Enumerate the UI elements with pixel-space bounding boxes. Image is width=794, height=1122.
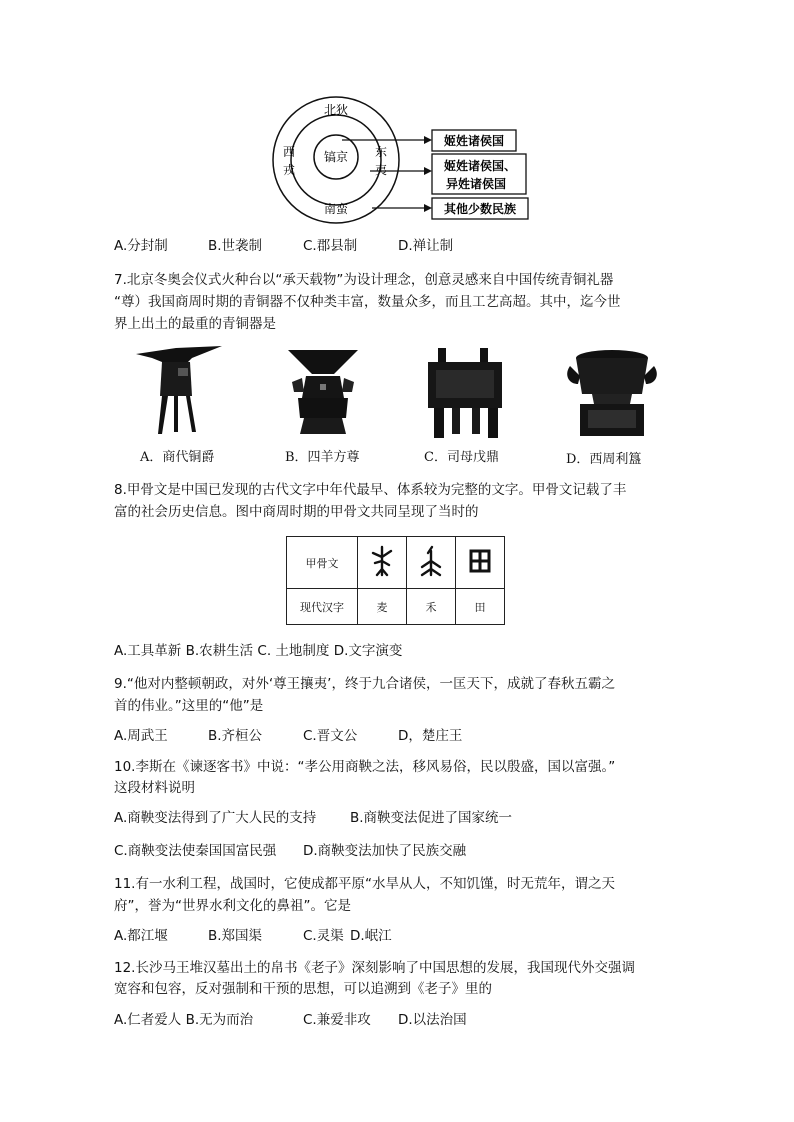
label-west-1: 西 xyxy=(282,145,296,159)
oracle-bone-table xyxy=(286,536,505,625)
label-south: 南蛮 xyxy=(323,202,349,216)
oracle-glyph-field xyxy=(456,537,505,589)
q11-option-a[interactable]: A.都江堰 xyxy=(114,928,168,944)
q10-option-d[interactable]: D.商鞅变法加快了民族交融 xyxy=(303,843,467,859)
label-capital: 镐京 xyxy=(323,150,349,164)
q7-stem-line1: 7.北京冬奥会仪式火种台以“承天载物”为设计理念，创意灵感来自中国传统青铜礼器 xyxy=(114,272,614,288)
q10-option-b[interactable]: B.商鞅变法促进了国家统一 xyxy=(350,810,513,826)
q12-option-c[interactable]: C.兼爱非攻 xyxy=(303,1012,371,1028)
q6-option-a[interactable]: A.分封制 xyxy=(114,238,168,254)
q12-stem-line2: 宽容和包容，反对强制和干预的思想，可以追溯到《老子》里的 xyxy=(114,981,492,997)
q10-stem-line2: 这段材料说明 xyxy=(114,780,195,796)
label-north: 北狄 xyxy=(323,103,349,117)
q9-stem-line1: 9.“他对内整顿朝政，对外‘尊王攘夷’，终于九合诸侯，一匡天下，成就了春秋五霸之 xyxy=(114,676,615,692)
box-mixed-line2: 异姓诸侯国 xyxy=(445,177,507,191)
oracle-grain-icon xyxy=(416,543,446,579)
q10-option-c[interactable]: C.商鞅变法使秦国国富民强 xyxy=(114,843,277,859)
label-east-2: 夷 xyxy=(374,163,388,177)
q7-caption-b[interactable]: B．四羊方尊 xyxy=(285,450,360,465)
enfeoffment-diagram xyxy=(0,0,794,230)
q7-stem-line3: 界上出土的最重的青铜器是 xyxy=(114,316,276,332)
modern-char-field: 田 xyxy=(456,589,505,625)
q7-caption-a[interactable]: A．商代铜爵 xyxy=(140,450,215,465)
q6-option-b[interactable]: B.世袭制 xyxy=(208,238,263,254)
q8-stem-line1: 8.甲骨文是中国已发现的古代文字中年代最早、体系较为完整的文字。甲骨文记载了丰 xyxy=(114,482,627,498)
q7-stem-line2: “尊）我国商周时期的青铜器不仅种类丰富，数量众多，而且工艺高超。其中，迄今世 xyxy=(114,294,621,310)
q9-option-c[interactable]: C.晋文公 xyxy=(303,728,358,744)
li-gui-image xyxy=(566,348,658,438)
q9-option-b[interactable]: B.齐桓公 xyxy=(208,728,263,744)
q8-stem-line2: 富的社会历史信息。图中商周时期的甲骨文共同呈现了当时的 xyxy=(114,504,479,520)
q10-option-a[interactable]: A.商鞅变法得到了广大人民的支持 xyxy=(114,810,317,826)
q11-option-d[interactable]: D.岷江 xyxy=(350,928,392,944)
q11-stem-line2: 府”，誉为“世界水利文化的鼻祖”。它是 xyxy=(114,898,351,914)
q7-caption-c[interactable]: C．司母戊鼎 xyxy=(424,450,499,465)
q12-option-d[interactable]: D.以法治国 xyxy=(398,1012,467,1028)
oracle-wheat-icon xyxy=(367,543,397,579)
q8-options[interactable]: A.工具革新 B.农耕生活 C. 土地制度 D.文字演变 xyxy=(114,643,403,659)
q11-option-b[interactable]: B.郑国渠 xyxy=(208,928,263,944)
q9-option-d[interactable]: D，楚庄王 xyxy=(398,728,463,744)
q6-option-d[interactable]: D.禅让制 xyxy=(398,238,454,254)
q12-option-ab[interactable]: A.仁者爱人 B.无为而治 xyxy=(114,1012,254,1028)
q11-option-c[interactable]: C.灵渠 xyxy=(303,928,344,944)
q9-option-a[interactable]: A.周武王 xyxy=(114,728,168,744)
modern-char-wheat: 麦 xyxy=(358,589,407,625)
oracle-glyph-grain xyxy=(407,537,456,589)
q9-stem-line2: 首的伟业。”这里的“他”是 xyxy=(114,698,264,714)
q12-stem-line1: 12.长沙马王堆汉墓出土的帛书《老子》深刻影响了中国思想的发展，我国现代外交强调 xyxy=(114,960,635,976)
q11-stem-line1: 11.有一水利工程，战国时，它使成都平原“水旱从人，不知饥馑，时无荒年，谓之天 xyxy=(114,876,615,892)
simuwu-ding-image xyxy=(426,348,506,440)
label-west-2: 戎 xyxy=(282,163,296,177)
q6-option-c[interactable]: C.郡县制 xyxy=(303,238,358,254)
four-ram-zun-image xyxy=(286,348,360,436)
oracle-field-icon xyxy=(465,543,495,579)
label-east-1: 东 xyxy=(374,145,388,159)
table-label-oracle: 甲骨文 xyxy=(287,537,358,589)
bronze-jue-image xyxy=(132,344,228,438)
table-label-modern: 现代汉字 xyxy=(287,589,358,625)
box-ji-states-text: 姬姓诸侯国 xyxy=(443,134,505,148)
box-mixed-line1: 姬姓诸侯国、 xyxy=(443,159,517,173)
q7-caption-d[interactable]: D．西周利簋 xyxy=(566,452,642,467)
q10-stem-line1: 10.李斯在《谏逐客书》中说：“孝公用商鞅之法，移风易俗，民以殷盛，国以富强。” xyxy=(114,759,616,775)
modern-char-grain: 禾 xyxy=(407,589,456,625)
box-minorities-text: 其他少数民族 xyxy=(443,202,517,216)
oracle-glyph-wheat xyxy=(358,537,407,589)
